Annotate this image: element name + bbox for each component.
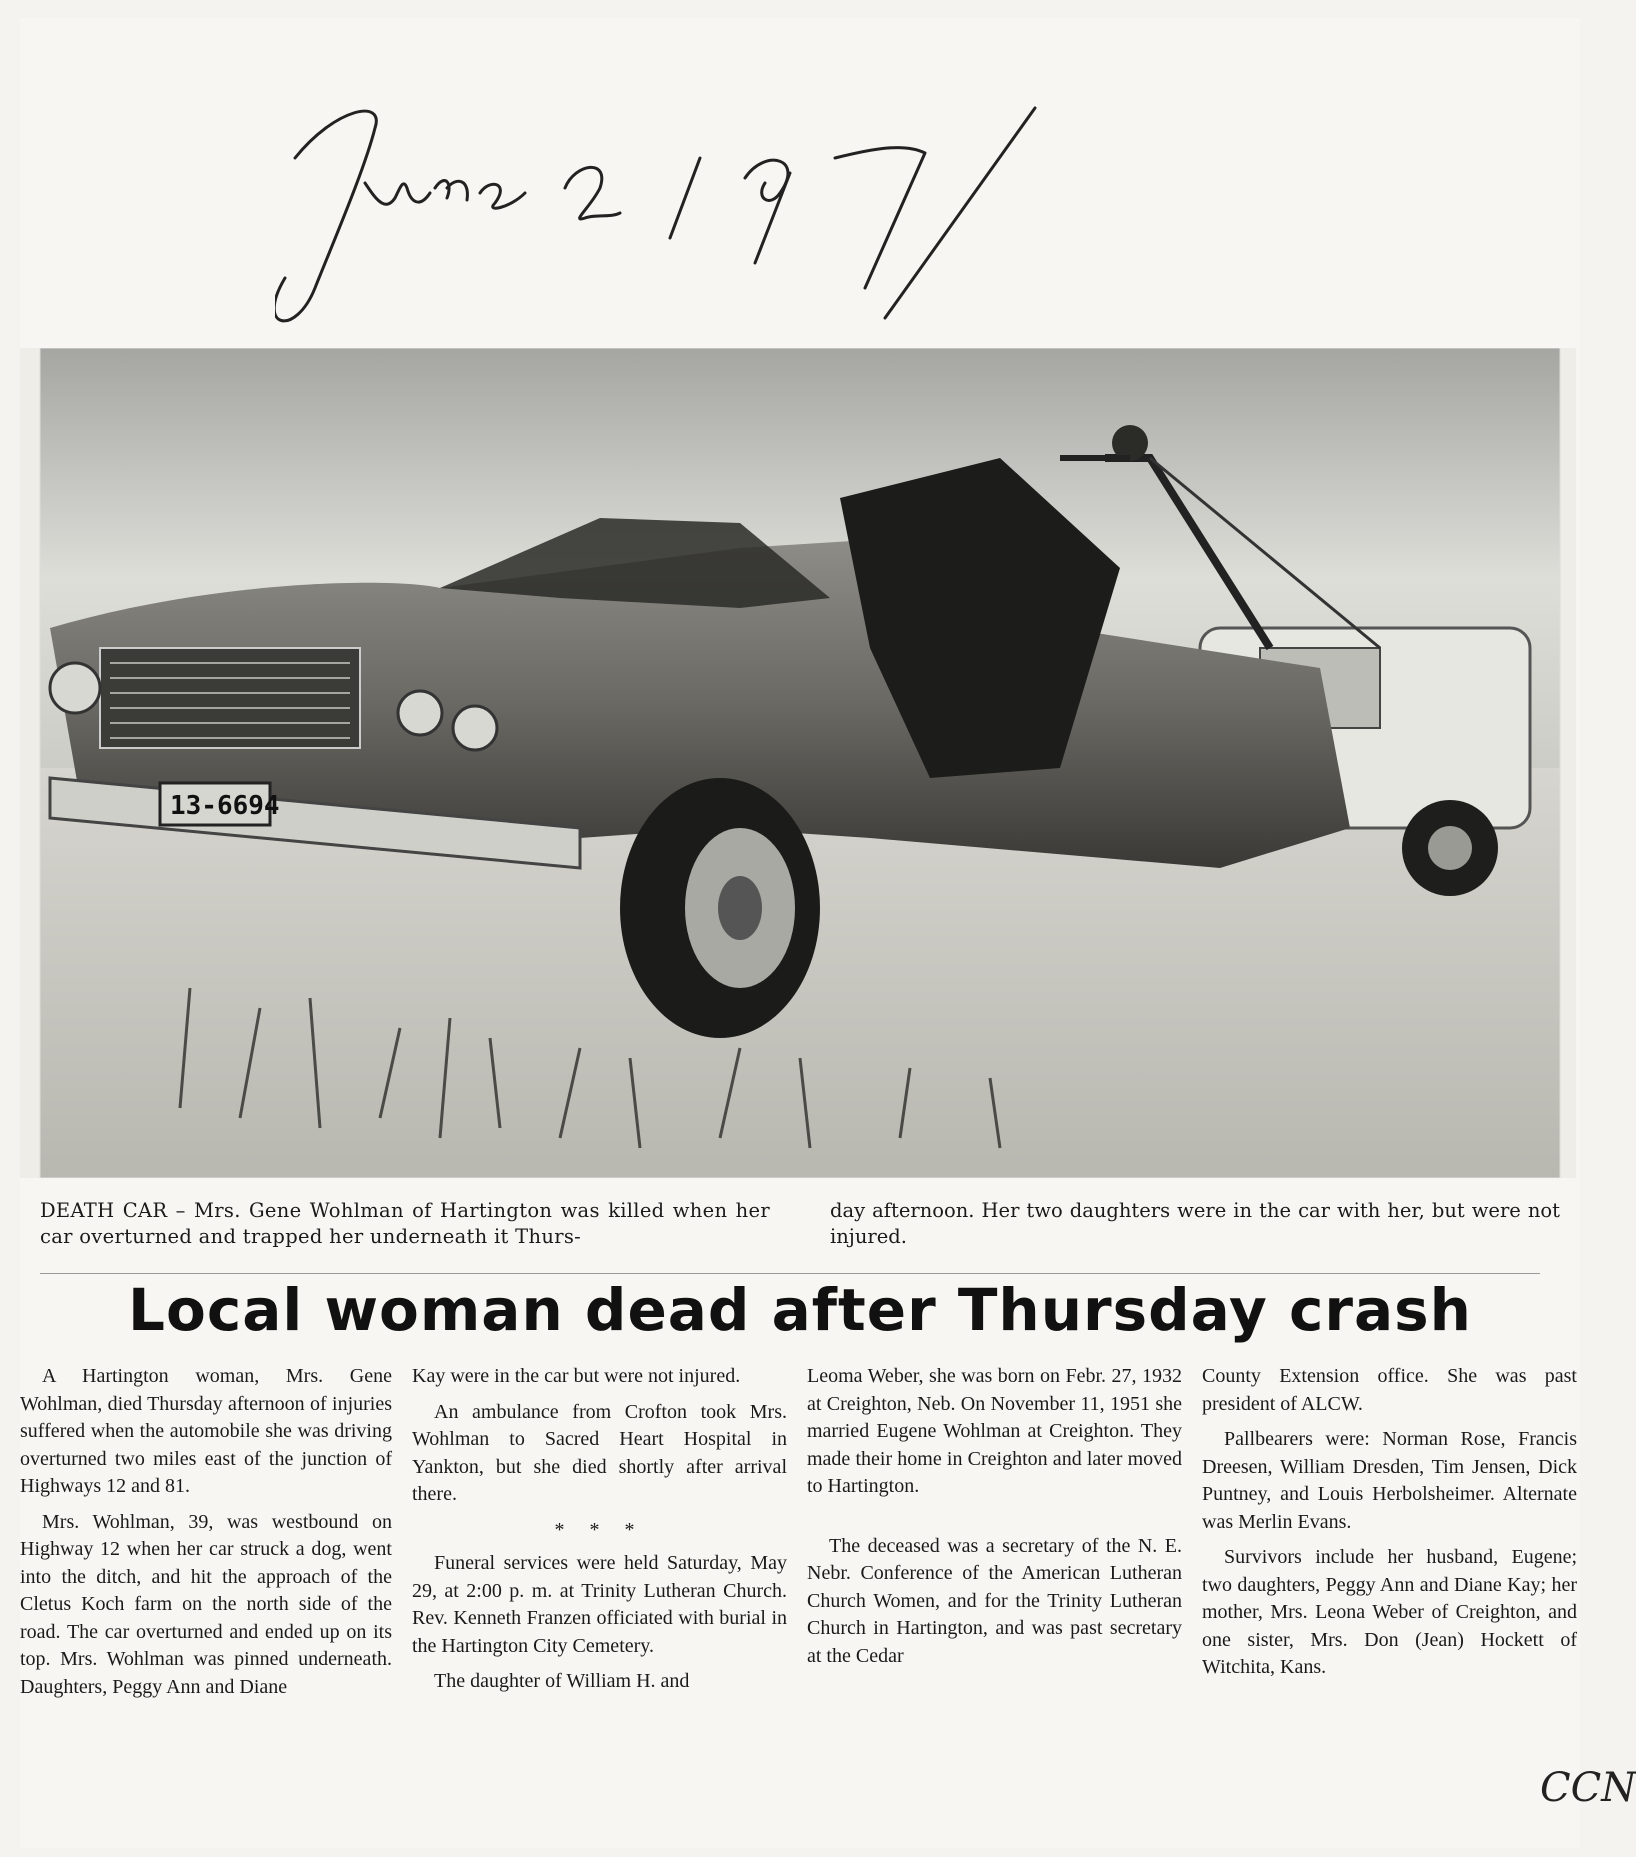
paragraph: Mrs. Wohlman, 39, was westbound on Highway 12 when her car struck a dog, went into the ditch, and hit the approach of the Cletus Koch farm on the north side of the road. The car overturned and ended up on its top. Mrs. Wohlman was pinned underneath. Daughters, Peggy Ann and Diane xyxy=(20,1510,392,1698)
paragraph: Kay were in the car but were not injured. xyxy=(412,1365,741,1387)
divider xyxy=(40,1273,1540,1274)
license-plate: 13-6694 xyxy=(170,791,280,821)
paragraph: An ambulance from Crofton took Mrs. Wohlman to Sacred Heart Hospital in Yankton, but she died shortly after arrival there. xyxy=(412,1400,787,1505)
newspaper-clipping xyxy=(20,18,1580,1848)
paragraph: A Hartington woman, Mrs. Gene Wohlman, died Thursday afternoon of injuries suffered when the automobile she was driving overturned two miles east of the junction of Highways 12 and 81. xyxy=(20,1365,392,1497)
spacer xyxy=(807,1509,1182,1533)
paragraph: The deceased was a secretary of the N. E. Nebr. Conference of the American Lutheran Church Women, and for the Trinity Lutheran Church in Hartington, and was past secretary at the Cedar xyxy=(807,1534,1182,1667)
article-column-3 xyxy=(807,1363,1182,1833)
article-column-4 xyxy=(1202,1363,1577,1833)
paragraph: The daughter of William H. and xyxy=(434,1670,690,1692)
section-break: * * * xyxy=(554,1518,645,1541)
handwritten-initials: CCN xyxy=(1540,1765,1636,1811)
article-column-2 xyxy=(412,1363,787,1833)
article-column-1 xyxy=(20,1363,392,1833)
caption-left: DEATH CAR – Mrs. Gene Wohlman of Hartington was killed when her car overturned and trapped her underneath it Thurs- xyxy=(40,1199,770,1248)
photo-caption xyxy=(40,1198,1560,1250)
paragraph: Funeral services were held Saturday, May 29, at 2:00 p. m. at Trinity Lutheran Church. Rev. Kenneth Franzen officiated with burial in the Hartington City Cemetery. xyxy=(412,1552,787,1657)
crash-photo xyxy=(20,348,1576,1178)
paragraph: Survivors include her husband, Eugene; two daughters, Peggy Ann and Diane Kay; her mother, Mrs. Leona Weber of Creighton, and one sister, Mrs. Don (Jean) Hockett of Witchita, Kans. xyxy=(1202,1546,1577,1678)
handwritten-date xyxy=(275,88,1175,368)
paragraph: Pallbearers were: Norman Rose, Francis Dreesen, William Dresden, Tim Jensen, Dick Puntney, and Louis Herbolsheimer. Alternate was Merlin Evans. xyxy=(1202,1428,1577,1533)
paragraph: Leoma Weber, she was born on Febr. 27, 1932 at Creighton, Neb. On November 11, 1951 she married Eugene Wohlman at Creighton. They made their home in Creighton and later moved to Hartington. xyxy=(807,1365,1182,1497)
headline: Local woman dead after Thursday crash xyxy=(128,1276,1472,1344)
caption-right: day afternoon. Her two daughters were in the car with her, but were not injured. xyxy=(830,1199,1560,1248)
article-body xyxy=(20,1363,1580,1833)
paragraph: County Extension office. She was past president of ALCW. xyxy=(1202,1365,1577,1415)
